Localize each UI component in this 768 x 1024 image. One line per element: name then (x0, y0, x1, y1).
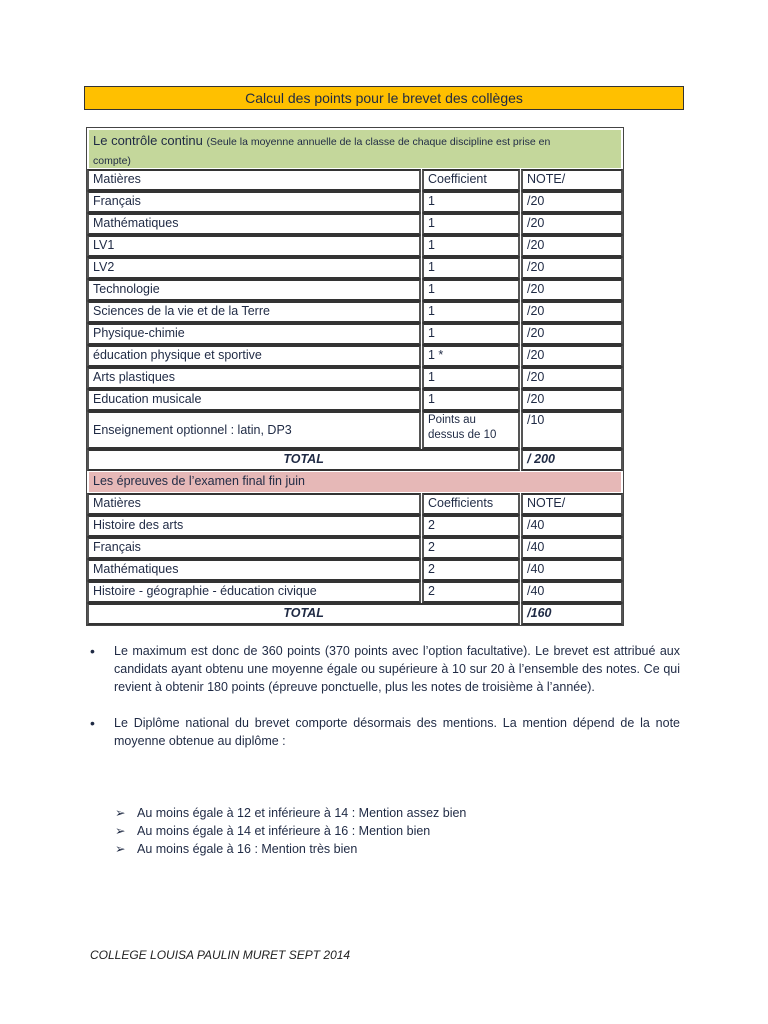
coefficient-cell: 2 (422, 559, 520, 581)
mention-text: Au moins égale à 14 et inférieure à 16 : Mention bien (137, 824, 431, 838)
note-cell: /20 (521, 323, 623, 345)
footer-text: COLLEGE LOUISA PAULIN MURET SEPT 2014 (90, 948, 351, 962)
header-subject: Matières (87, 493, 421, 515)
table-row (87, 279, 623, 301)
header-coefficient: Coefficients (422, 493, 520, 515)
table-row (87, 345, 623, 367)
subject-cell: Histoire - géographie - éducation civique (87, 581, 421, 603)
bullet-text: Le maximum est donc de 360 points (370 points avec l’option facultative). Le brevet est attribué aux candidats ayant obtenu une moyenne égale ou supérieure à 10 sur 20 à l’ensemble des notes. Ce qui revient à obtenir 180 points (épreuve ponctuelle, plus les notes de troisième à l’année). (114, 644, 680, 694)
table-row (87, 389, 623, 411)
bullet-item (90, 714, 680, 750)
total-row (87, 603, 623, 625)
bullet-icon: • (90, 715, 95, 731)
coefficient-cell: 1 (422, 235, 520, 257)
note-cell: /20 (521, 367, 623, 389)
coefficient-cell: Points au dessus de 10 (422, 411, 520, 449)
mention-item (115, 840, 466, 858)
subject-cell: Education musicale (87, 389, 421, 411)
total-label: TOTAL (87, 449, 520, 471)
table-row (87, 581, 623, 603)
coefficient-cell: 1 (422, 367, 520, 389)
table-row (87, 411, 623, 449)
mention-item (115, 804, 466, 822)
note-cell: /40 (521, 515, 623, 537)
subject-cell: Arts plastiques (87, 367, 421, 389)
section-heading: Le contrôle continu (93, 133, 203, 148)
note-cell: /20 (521, 345, 623, 367)
section-note: (Seule la moyenne annuelle de la classe de chaque discipline est prise en (206, 136, 551, 148)
note-cell: /10 (521, 411, 623, 449)
arrow-bullet-icon: ➢ (115, 842, 126, 856)
subject-cell: Français (87, 191, 421, 213)
coefficient-cell: 1 (422, 257, 520, 279)
table-header-row (87, 493, 623, 515)
coefficient-cell: 2 (422, 537, 520, 559)
bullet-icon: • (90, 643, 95, 659)
subject-cell: Enseignement optionnel : latin, DP3 (87, 411, 421, 449)
header-coefficient: Coefficient (422, 169, 520, 191)
section-heading: Les épreuves de l’examen final fin juin (93, 474, 305, 488)
coefficient-cell: 1 (422, 389, 520, 411)
subject-cell: Histoire des arts (87, 515, 421, 537)
table-row (87, 559, 623, 581)
note-cell: /20 (521, 191, 623, 213)
table-row (87, 515, 623, 537)
table-row (87, 367, 623, 389)
header-note: NOTE/ (521, 493, 623, 515)
subject-cell: éducation physique et sportive (87, 345, 421, 367)
arrow-bullet-icon: ➢ (115, 824, 126, 838)
subject-cell: Mathématiques (87, 213, 421, 235)
coefficient-cell: 2 (422, 515, 520, 537)
table-header-row (87, 169, 623, 191)
coefficient-cell: 1 (422, 279, 520, 301)
arrow-bullet-icon: ➢ (115, 806, 126, 820)
coefficient-cell: 1 (422, 301, 520, 323)
table-row (87, 191, 623, 213)
coefficient-cell: 1 (422, 213, 520, 235)
note-cell: /40 (521, 559, 623, 581)
subject-cell: LV2 (87, 257, 421, 279)
bullet-item (90, 642, 680, 696)
table-row (87, 213, 623, 235)
header-note: NOTE/ (521, 169, 623, 191)
subject-cell: Français (87, 537, 421, 559)
table-row (87, 257, 623, 279)
note-cell: /20 (521, 257, 623, 279)
bullet-text: Le Diplôme national du brevet comporte désormais des mentions. La mention dépend de la note moyenne obtenue au diplôme : (114, 716, 680, 748)
coefficient-cell: 2 (422, 581, 520, 603)
note-cell: /20 (521, 389, 623, 411)
table-row (87, 301, 623, 323)
total-row (87, 449, 623, 471)
mention-text: Au moins égale à 16 : Mention très bien (137, 842, 358, 856)
section-continuous-assessment-header (89, 130, 621, 168)
header-subject: Matières (87, 169, 421, 191)
note-cell: /20 (521, 213, 623, 235)
subject-cell: LV1 (87, 235, 421, 257)
points-table (86, 127, 624, 626)
mention-list (115, 804, 466, 858)
note-cell: /40 (521, 537, 623, 559)
total-value: / 200 (521, 449, 623, 471)
total-value: /160 (521, 603, 623, 625)
note-cell: /20 (521, 235, 623, 257)
total-label: TOTAL (87, 603, 520, 625)
subject-cell: Physique-chimie (87, 323, 421, 345)
section-note-end: compte) (93, 155, 131, 167)
subject-cell: Sciences de la vie et de la Terre (87, 301, 421, 323)
note-cell: /20 (521, 301, 623, 323)
coefficient-cell: 1 (422, 323, 520, 345)
coefficient-cell: 1 * (422, 345, 520, 367)
coefficient-cell: 1 (422, 191, 520, 213)
note-cell: /20 (521, 279, 623, 301)
document-title: Calcul des points pour le brevet des collèges (84, 86, 684, 110)
note-cell: /40 (521, 581, 623, 603)
bullet-list (90, 642, 680, 768)
mention-text: Au moins égale à 12 et inférieure à 14 : Mention assez bien (137, 806, 467, 820)
table-row (87, 323, 623, 345)
table-row (87, 235, 623, 257)
subject-cell: Technologie (87, 279, 421, 301)
mention-item (115, 822, 466, 840)
table-row (87, 537, 623, 559)
subject-cell: Mathématiques (87, 559, 421, 581)
section-final-exam-header (89, 472, 621, 492)
